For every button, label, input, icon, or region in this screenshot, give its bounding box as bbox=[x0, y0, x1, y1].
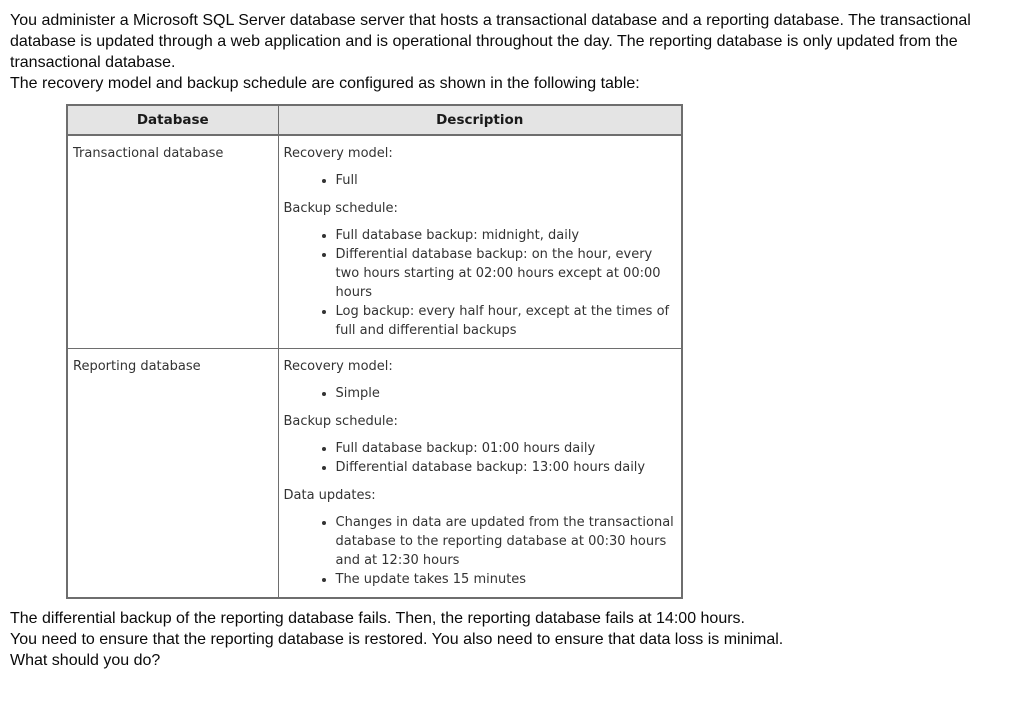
recovery-model-section bbox=[284, 357, 676, 403]
bullet-list bbox=[284, 384, 676, 403]
table-row-transactional bbox=[67, 135, 682, 349]
bullet-list bbox=[284, 171, 676, 190]
section-label: Backup schedule: bbox=[283, 201, 398, 216]
bullet-item: • Simple bbox=[336, 384, 676, 403]
outro-text bbox=[10, 608, 1018, 671]
database-name: Reporting database bbox=[73, 359, 201, 374]
header-cell-description: Description bbox=[278, 105, 682, 135]
bullet-item: • Full database backup: midnight, daily bbox=[336, 226, 676, 245]
database-cell bbox=[67, 135, 278, 349]
bullet-item: • Differential database backup: 13:00 hours daily bbox=[336, 458, 676, 477]
table-row-reporting bbox=[67, 349, 682, 599]
bullet-list bbox=[284, 513, 676, 589]
backup-schedule-section bbox=[284, 199, 676, 340]
bullet-item: • The update takes 15 minutes bbox=[336, 570, 676, 589]
backup-schedule-section bbox=[284, 412, 676, 477]
description-cell bbox=[278, 349, 682, 599]
section-label: Recovery model: bbox=[283, 359, 393, 374]
data-updates-section bbox=[284, 486, 676, 589]
bullet-item: • Log backup: every half hour, except at the times of full and differential backups bbox=[336, 302, 676, 340]
description-cell bbox=[278, 135, 682, 349]
goal-statement-line: You need to ensure that the reporting database is restored. You also need to ensure that data loss is minimal. bbox=[10, 631, 784, 648]
bullet-item: • Differential database backup: on the hour, every two hours starting at 02:00 hours except at 00:00 hours bbox=[336, 245, 676, 302]
table-header-row bbox=[67, 105, 682, 135]
section-label: Backup schedule: bbox=[283, 414, 398, 429]
bullet-list bbox=[284, 439, 676, 477]
section-label: Recovery model: bbox=[283, 146, 393, 161]
intro-paragraph: You administer a Microsoft SQL Server database server that hosts a transactional database and a reporting database. The transactional database is updated through a web application and is operational throughout the day. The reporting database is only updated from the transactional database. bbox=[10, 12, 971, 71]
database-cell bbox=[67, 349, 278, 599]
section-label: Data updates: bbox=[283, 488, 376, 503]
question-prompt-line: What should you do? bbox=[10, 652, 161, 669]
header-cell-database: Database bbox=[67, 105, 278, 135]
bullet-item: • Full bbox=[336, 171, 676, 190]
bullet-item: • Full database backup: 01:00 hours daily bbox=[336, 439, 676, 458]
intro-text bbox=[10, 10, 1018, 94]
database-name: Transactional database bbox=[73, 146, 224, 161]
failure-statement-line: The differential backup of the reporting database fails. Then, the reporting database fails at 14:00 hours. bbox=[10, 610, 745, 627]
bullet-item: • Changes in data are updated from the transactional database to the reporting database at 00:30 hours and at 12:30 hours bbox=[336, 513, 676, 570]
table-lead-in-line: The recovery model and backup schedule are configured as shown in the following table: bbox=[10, 75, 640, 92]
bullet-list bbox=[284, 226, 676, 340]
snipping-tool-watermark: © Window Sni bbox=[583, 292, 683, 308]
recovery-model-section bbox=[284, 144, 676, 190]
backup-configuration-table bbox=[66, 104, 683, 599]
